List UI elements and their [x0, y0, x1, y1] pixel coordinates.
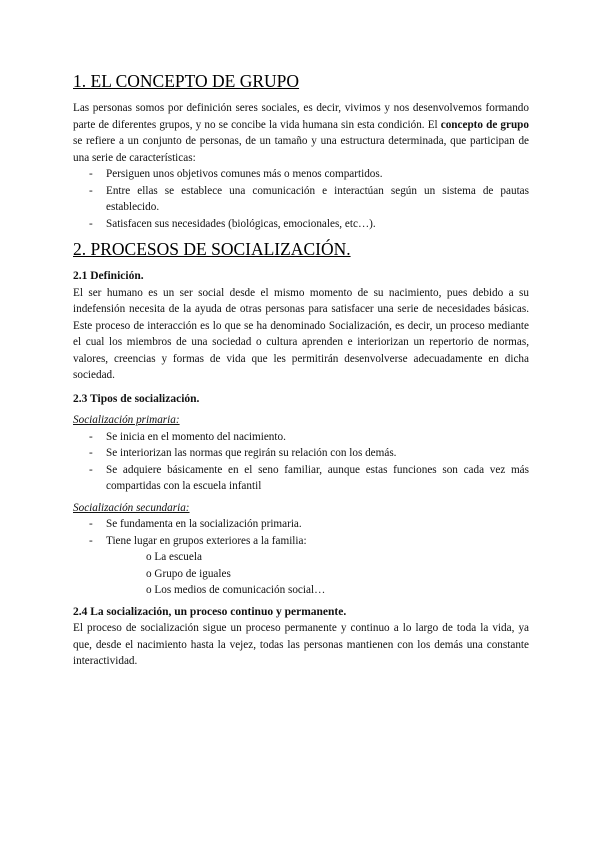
- list-item: - Entre ellas se establece una comunicación e interactúan según un sistema de pautas establecido.: [73, 183, 529, 216]
- definition-paragraph: El ser humano es un ser social desde el mismo momento de su nacimiento, pues debido a su indefensión necesita de la ayuda de otras personas para satisfacer una serie de necesidades básicas. Este proceso de interacción es lo que se ha denominado Socialización, es decir, un proceso mediante el cual los miembros de una sociedad o cultura aprenden e interiorizan un repertorio de normas, valores, creencias y formas de vida que les permitirán desenvolverse adecuadamente en dicha sociedad.: [73, 286, 529, 381]
- list-item: - Tiene lugar en grupos exteriores a la familia:: [73, 533, 529, 550]
- primary-socialization-list: [73, 429, 529, 495]
- list-item: - Se adquiere básicamente en el seno familiar, aunque estas funciones son cada vez más compartidas con la escuela infantil: [73, 462, 529, 495]
- section1-paragraph-start: Las personas somos por definición seres sociales, es decir, vivimos y nos desenvolvemos formando parte de diferentes grupos, y no se concibe la vida humana sin esta condición. El: [73, 102, 529, 131]
- continuous-process-paragraph: El proceso de socialización sigue un proceso permanente y continuo a lo largo de toda la vida, ya que, desde el nacimiento hasta la vejez, todas las personas mantienen con los demás una constante interactividad.: [73, 622, 529, 667]
- concepto-de-grupo-bold: concepto de grupo: [440, 118, 529, 131]
- sublist-item: o La escuela: [146, 551, 202, 563]
- section1-paragraph-end: se refiere a un conjunto de personas, de un tamaño y una estructura determinada, que participan de una serie de características:: [73, 135, 529, 164]
- section1-paragraph: [73, 100, 529, 166]
- sublist-item: o Grupo de iguales: [146, 567, 231, 580]
- list-item: - Satisfacen sus necesidades (biológicas, emocionales, etc…).: [73, 216, 529, 233]
- section2-heading: 2. PROCESOS DE SOCIALIZACIÓN.: [73, 239, 351, 259]
- document-page: [73, 70, 529, 670]
- secondary-groups-sublist: [73, 549, 529, 599]
- list-item: - Se fundamenta en la socialización primaria.: [73, 516, 529, 533]
- secondary-socialization-label: Socialización secundaria:: [73, 501, 190, 514]
- sublist-item: o Los medios de comunicación social…: [146, 584, 326, 596]
- definition-subheading: 2.1 Definición.: [73, 270, 144, 282]
- primary-socialization-label: Socialización primaria:: [73, 414, 180, 426]
- group-characteristics-list: [73, 166, 529, 232]
- continuous-process-subheading: 2.4 La socialización, un proceso continuo y permanente.: [73, 605, 347, 618]
- types-subheading: 2.3 Tipos de socialización.: [73, 392, 200, 405]
- section1-heading: 1. EL CONCEPTO DE GRUPO: [73, 71, 300, 91]
- list-item: - Persiguen unos objetivos comunes más o menos compartidos.: [73, 166, 529, 183]
- list-item: - Se interiorizan las normas que regirán su relación con los demás.: [73, 445, 529, 462]
- secondary-socialization-list: [73, 516, 529, 549]
- list-item: - Se inicia en el momento del nacimiento.: [73, 429, 529, 446]
